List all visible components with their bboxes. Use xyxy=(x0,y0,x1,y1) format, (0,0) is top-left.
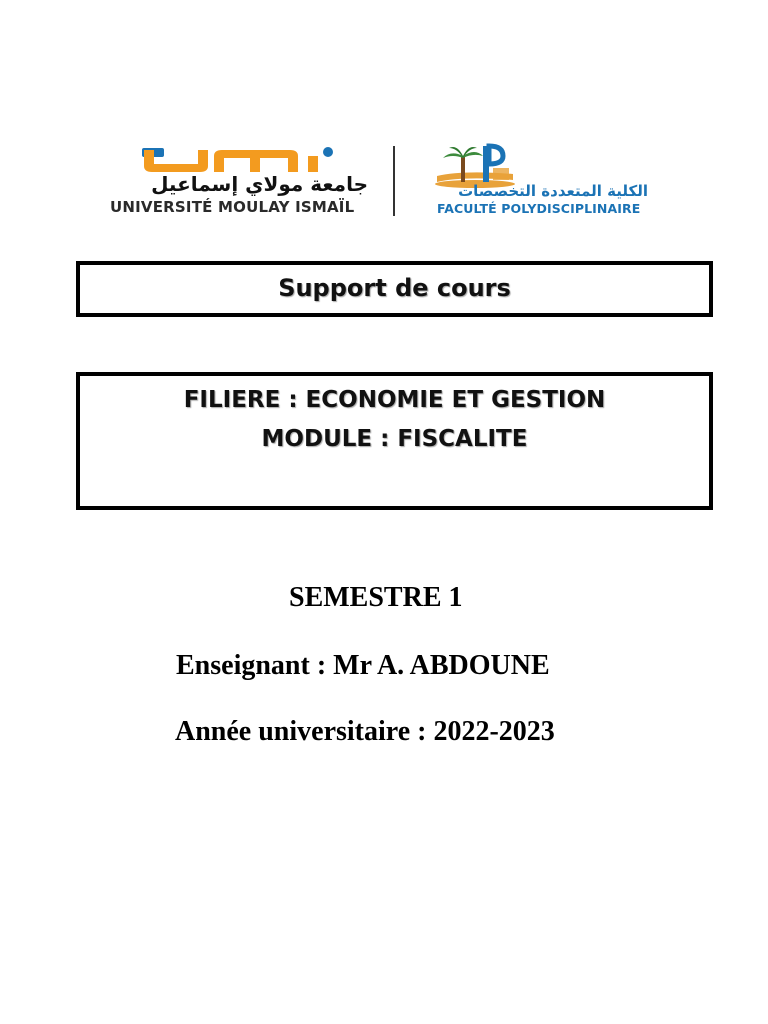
enseignant-text: Enseignant : Mr A. ABDOUNE xyxy=(176,650,550,681)
faculty-logo xyxy=(423,142,653,224)
umi-logo-mark xyxy=(140,146,340,174)
course-box xyxy=(76,372,713,510)
umi-arabic-name: جامعة مولاي إسماعيل xyxy=(151,172,368,196)
module-label: MODULE : FISCALITE xyxy=(261,426,528,452)
support-box xyxy=(76,261,713,317)
support-title: Support de cours xyxy=(278,274,511,302)
umi-latin-name: UNIVERSITÉ MOULAY ISMAÏL xyxy=(110,198,355,216)
faculty-latin-name: FACULTÉ POLYDISCIPLINAIRE xyxy=(437,201,641,216)
filiere-label: FILIERE : ECONOMIE ET GESTION xyxy=(183,387,606,413)
umi-logo xyxy=(108,142,373,224)
annee-text: Année universitaire : 2022-2023 xyxy=(175,716,555,747)
semestre-text: SEMESTRE 1 xyxy=(289,582,463,613)
faculty-arabic-name: الكلية المتعددة التخصصات xyxy=(458,182,648,200)
header-logos xyxy=(108,142,653,224)
logo-divider xyxy=(393,146,395,216)
